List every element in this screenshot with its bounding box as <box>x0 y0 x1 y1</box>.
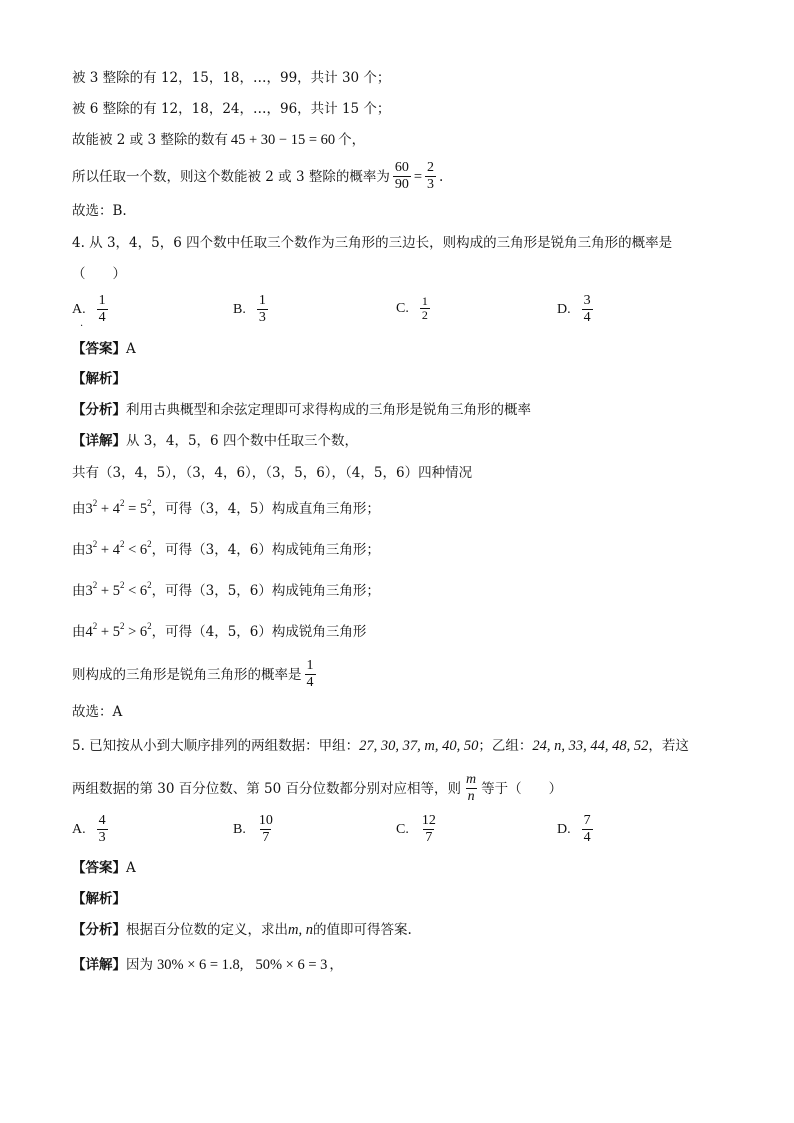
q4-option-a: A. $\frac{1}{4}$ <box>72 293 106 325</box>
fraction: $\frac{2}{3}$ <box>427 160 435 192</box>
case-4: 由 $4^2 + 5^2 > 6^2$ ，可得（4，5，6）构成锐角三角形 <box>72 621 367 640</box>
q4-option-d: D. $\frac{3}{4}$ <box>557 293 591 325</box>
text-line: 故能被 2 或 3 整除的数有 45 + 30 − 15 = 60 个， <box>72 132 366 148</box>
q5-option-a: A. $\frac{4}{3}$ <box>72 813 106 845</box>
q5-option-b: B. $\frac{10}{7}$ <box>233 813 273 845</box>
q5-option-c: C. $\frac{12}{7}$ <box>396 813 436 845</box>
case-1: 由 $3^2 + 4^2 = 5^2$ ，可得（3，4，5）构成直角三角形； <box>72 498 380 517</box>
analysis-line: 【分析】 根据百分位数的定义，求出 m, n 的值即可得答案. <box>72 922 412 938</box>
question-paren: （ ） <box>72 266 126 282</box>
analysis-heading: 【解析】 <box>72 891 126 907</box>
q4-option-c: C. $\frac{1}{2}$ <box>396 294 428 322</box>
answer-line: 【答案】 A <box>72 341 136 357</box>
probability-result: 则构成的三角形是锐角三角形的概率是 $\frac{1}{4}$ <box>72 658 314 690</box>
case-3: 由 $3^2 + 5^2 < 6^2$ ，可得（3，5，6）构成钝角三角形； <box>72 580 380 599</box>
analysis-heading: 【解析】 <box>72 371 126 387</box>
question-4: 4. 从 3，4，5，6 四个数中任取三个数作为三角形的三边长，则构成的三角形是锐角三角形的概率是 <box>72 235 673 251</box>
cases-line: 共有（3，4，5），（3，4，6），（3，5，6），（4，5，6）四种情况 <box>72 465 473 481</box>
detail-line: 【详解】 从 3，4，5，6 四个数中任取三个数， <box>72 433 358 449</box>
analysis-line: 【分析】 利用古典概型和余弦定理即可求得构成的三角形是锐角三角形的概率 <box>72 402 531 418</box>
fraction: $\frac{60}{90}$ <box>394 160 409 192</box>
question-5: 5. 已知按从小到大顺序排列的两组数据：甲组： 27, 30, 37, m, 40, 50 ；乙组： 24, n, 33, 44, 48, 52 ，若这 <box>72 738 689 754</box>
text-line: 被 3 整除的有 12，15，18，…，99，共计 30 个； <box>72 70 391 86</box>
text-line: 被 6 整除的有 12，18，24，…，96，共计 15 个； <box>72 101 391 117</box>
answer-line: 【答案】 A <box>72 860 136 876</box>
question-5-cont: 两组数据的第 30 百分位数、第 50 百分位数都分别对应相等，则 $\frac{m}{n}$ 等于（ ） <box>72 772 563 804</box>
q5-option-d: D. $\frac{7}{4}$ <box>557 813 591 845</box>
stray-dot: . <box>80 318 84 329</box>
case-2: 由 $3^2 + 4^2 < 6^2$ ，可得（3，4，6）构成钝角三角形； <box>72 539 380 558</box>
probability-line: 所以任取一个数，则这个数能被 2 或 3 整除的概率为 $\frac{60}{90}$ = $\frac{2}{3}$ . <box>72 160 444 192</box>
detail-line: 【详解】 因为 30% × 6 = 1.8, 50% × 6 = 3 ， <box>72 957 343 973</box>
select-line: 故选：A <box>72 704 123 720</box>
q4-option-b: B. $\frac{1}{3}$ <box>233 293 266 325</box>
text-line: 故选：B. <box>72 203 127 219</box>
